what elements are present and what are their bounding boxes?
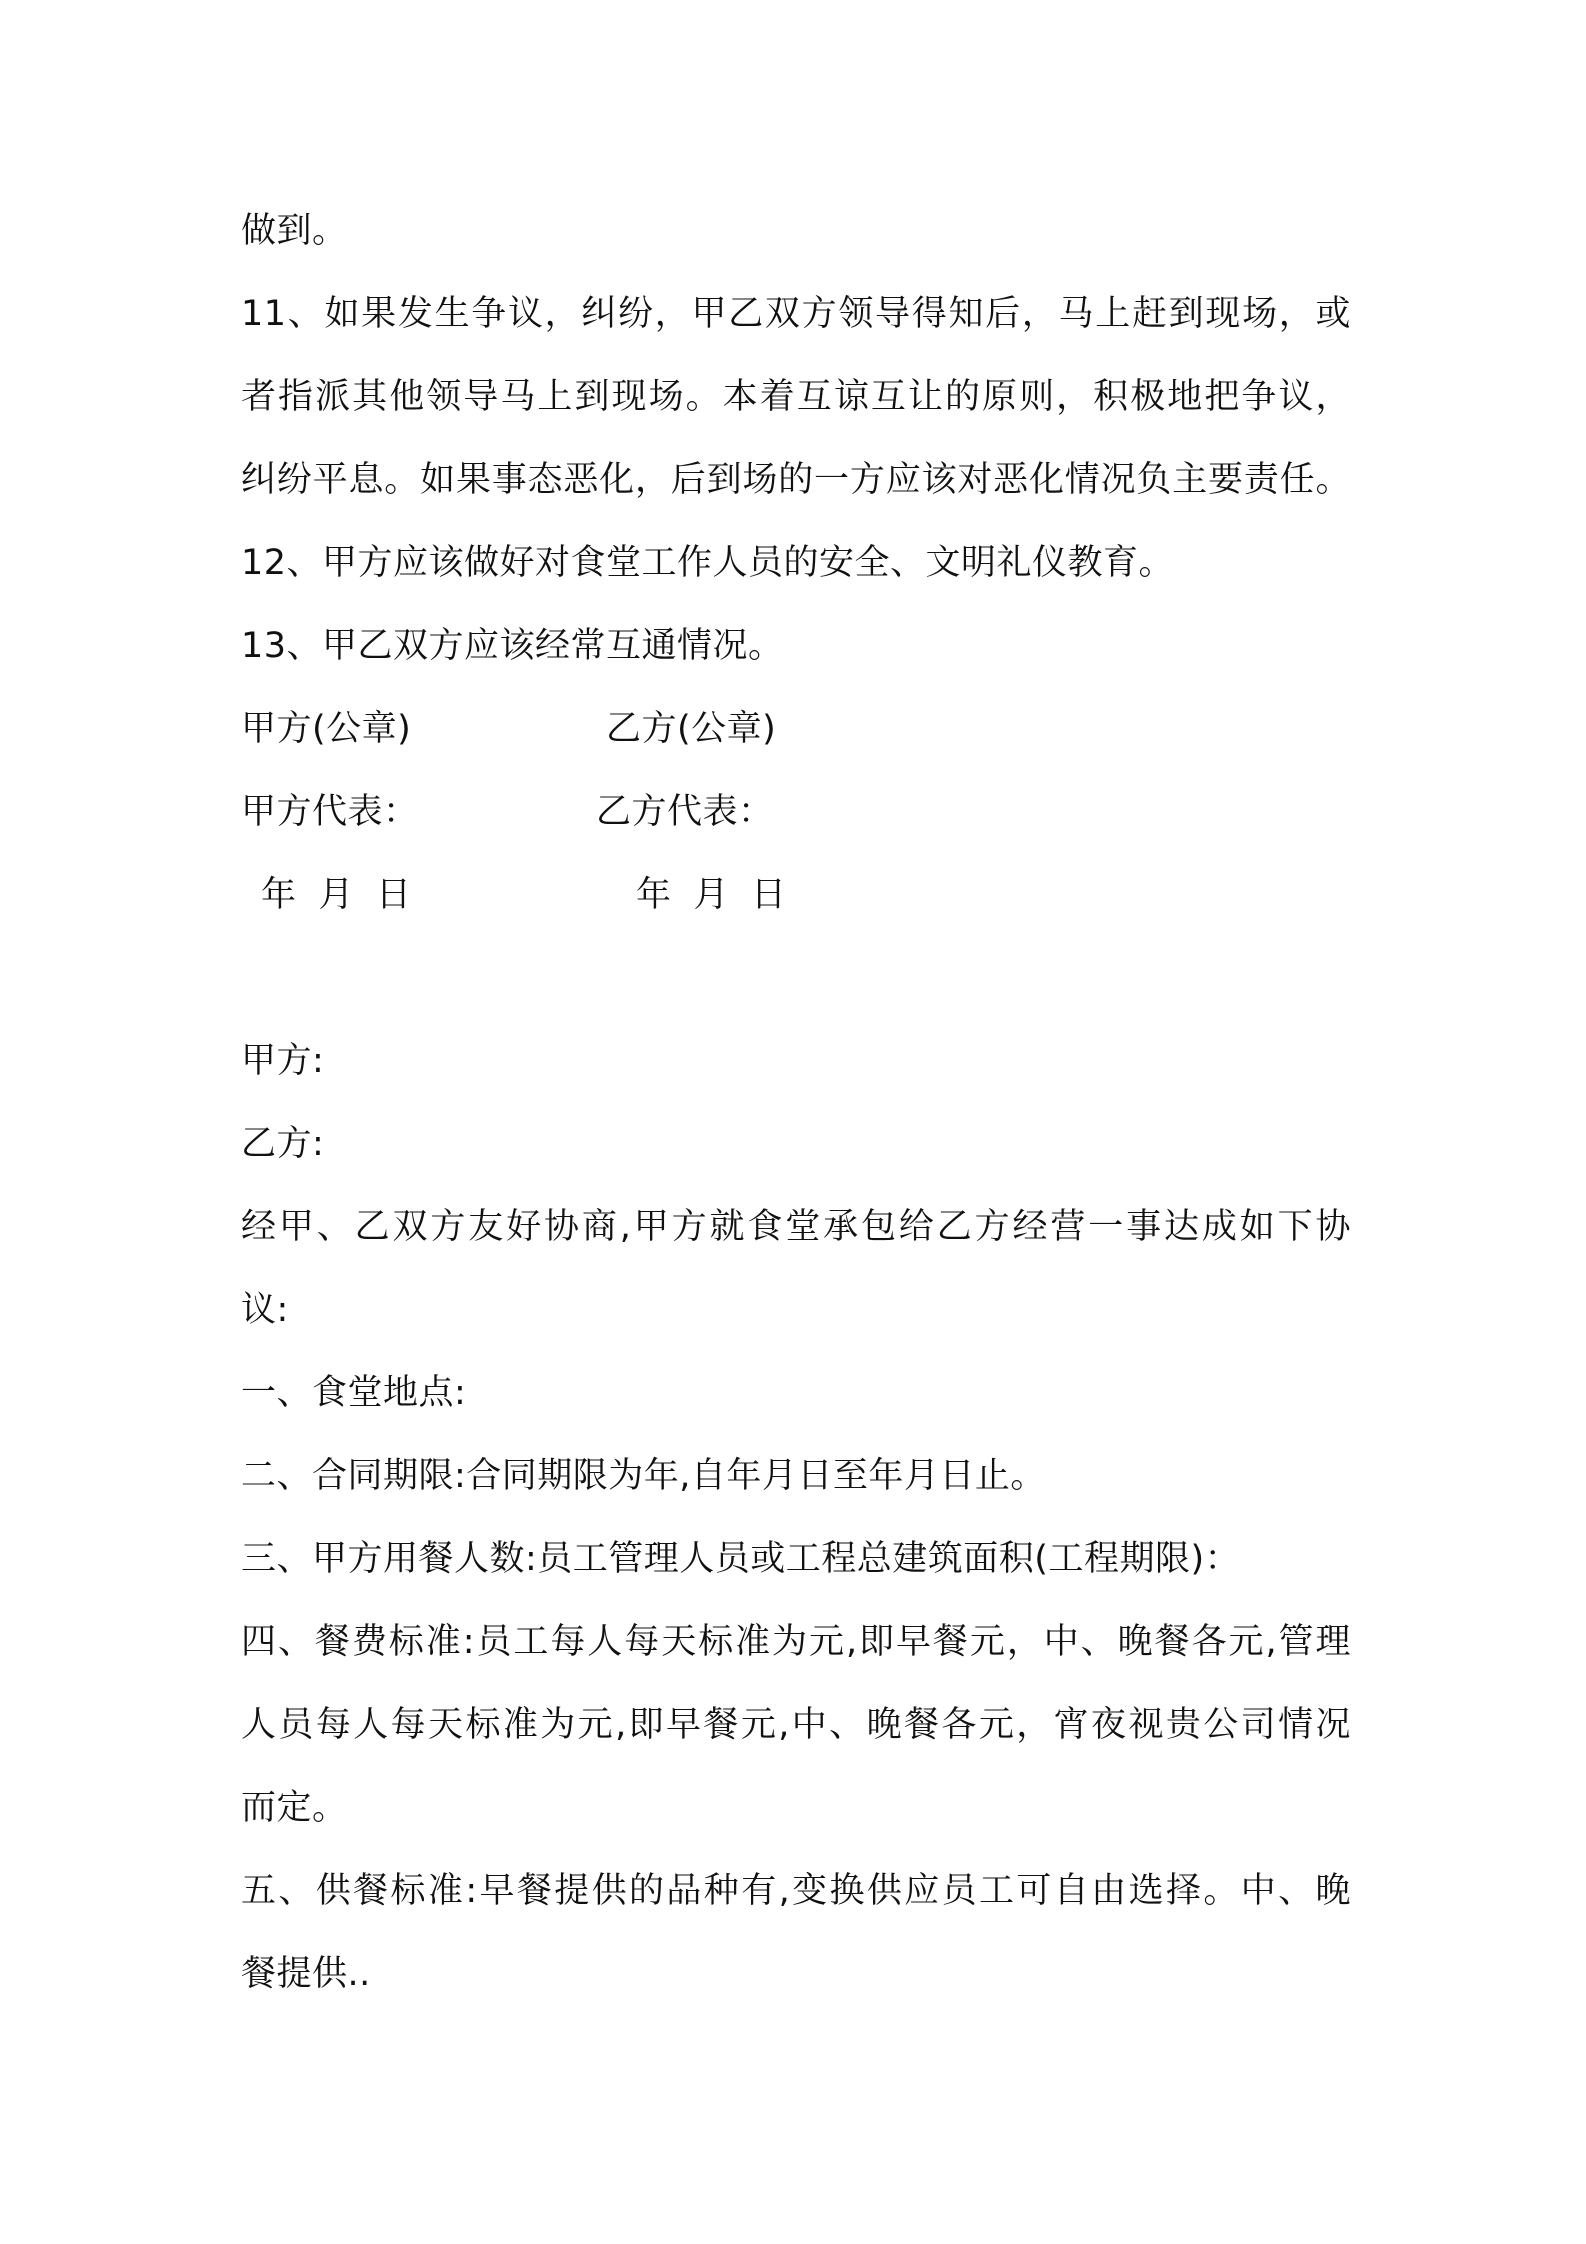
date-year-label: 年 [261, 875, 297, 915]
party-a-representative-label: 甲方代表： [241, 792, 419, 832]
document-body [241, 190, 1351, 2016]
clause-12: 12、甲方应该做好对食堂工作人员的安全、文明礼仪教育。 [241, 543, 1175, 583]
article-4-line-2: 人员每人每天标准为元,即早餐元,中、晚餐各元，宵夜视贵公司情况 [241, 1705, 1351, 1745]
section-gap [241, 937, 1351, 1020]
article-1: 一、食堂地点: [241, 1373, 467, 1413]
clause-13: 13、甲乙双方应该经常互通情况。 [241, 626, 784, 666]
clause-11-line-1: 11、如果发生争议，纠纷，甲乙双方领导得知后，马上赶到现场，或 [241, 294, 1351, 334]
party-b-representative-label: 乙方代表： [596, 792, 774, 832]
paragraph-line: 做到。 [241, 211, 348, 251]
party-a-label: 甲方: [241, 1041, 325, 1081]
party-b-label: 乙方: [241, 1124, 325, 1164]
article-5-line-1: 五、供餐标准:早餐提供的品种有,变换供应员工可自由选择。中、晚 [241, 1871, 1351, 1911]
article-4-line-3: 而定。 [241, 1788, 348, 1828]
article-4-line-1: 四、餐费标准:员工每人每天标准为元,即早餐元，中、晚餐各元,管理 [241, 1622, 1351, 1662]
date-year-label: 年 [636, 875, 672, 915]
representative-row [241, 771, 1351, 854]
date-day-label: 日 [376, 875, 412, 915]
date-day-label: 日 [751, 875, 787, 915]
party-b-seal-label: 乙方(公章) [606, 709, 777, 749]
date-row [241, 854, 1351, 937]
party-a-date [261, 854, 434, 937]
date-month-label: 月 [693, 875, 730, 915]
date-month-label: 月 [318, 875, 355, 915]
article-2: 二、合同期限:合同期限为年,自年月日至年月日止。 [241, 1456, 1046, 1496]
party-a-seal-label: 甲方(公章) [241, 709, 412, 749]
preamble-line-2: 议: [241, 1290, 289, 1330]
article-5-line-2: 餐提供.. [241, 1954, 371, 1994]
article-3: 三、甲方用餐人数:员工管理人员或工程总建筑面积(工程期限)： [241, 1539, 1241, 1579]
clause-11-line-2: 者指派其他领导马上到现场。本着互谅互让的原则，积极地把争议， [241, 377, 1351, 417]
seal-row [241, 688, 1351, 771]
party-b-date [636, 854, 809, 937]
preamble-line-1: 经甲、乙双方友好协商,甲方就食堂承包给乙方经营一事达成如下协 [241, 1207, 1351, 1247]
clause-11-line-3: 纠纷平息。如果事态恶化，后到场的一方应该对恶化情况负主要责任。 [241, 460, 1351, 500]
